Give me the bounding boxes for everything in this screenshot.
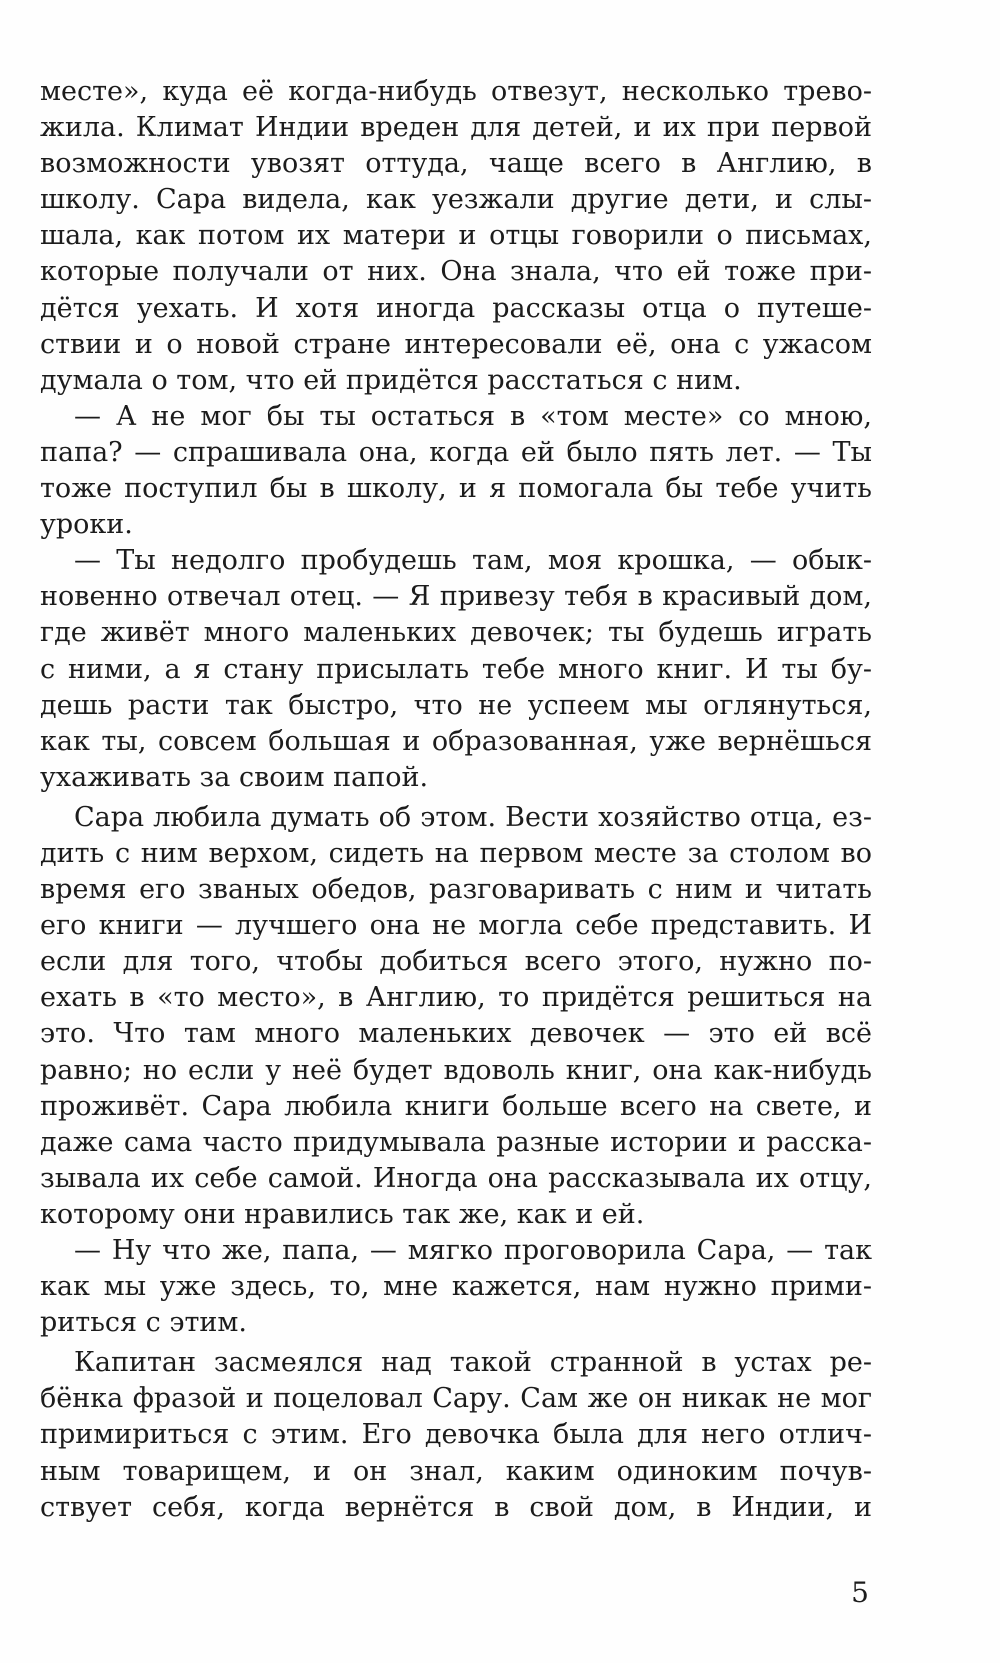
book-page-text <box>40 74 872 1526</box>
text-line: школу. Сара видела, как уезжали другие дети, и слы- <box>40 184 872 216</box>
paragraph <box>40 800 872 1233</box>
text-line: возможности увозят оттуда, чаще всего в Англию, в <box>40 148 872 180</box>
text-line: как мы уже здесь, то, мне кажется, нам нужно прими- <box>40 1271 872 1303</box>
text-line: — Ты недолго пробудешь там, моя крошка, — обык- <box>74 545 872 577</box>
text-line: ным товарищем, и он знал, каким одиноким почув- <box>40 1455 872 1487</box>
text-line: примириться с этим. Его девочка была для него отлич- <box>40 1419 872 1451</box>
text-line: зывала их себе самой. Иногда она рассказывала их отцу, <box>40 1162 872 1194</box>
text-line: бёнка фразой и поцеловал Сару. Сам же он никак не мог <box>40 1383 872 1415</box>
page-number: 5 <box>851 1576 869 1609</box>
text-line: ствии и о новой стране интересовали её, она с ужасом <box>40 328 872 360</box>
text-line: Сара любила думать об этом. Вести хозяйство отца, ез- <box>74 801 872 833</box>
text-line: которые получали от них. Она знала, что ей тоже при- <box>40 256 872 288</box>
text-line: с ними, а я стану присылать тебе много книг. И ты бу- <box>40 653 872 685</box>
text-line: риться с этим. <box>40 1307 247 1339</box>
text-line: время его званых обедов, разговаривать с ним и читать <box>40 874 872 906</box>
text-line: жила. Климат Индии вреден для детей, и их при первой <box>40 112 872 144</box>
text-line: его книги — лучшего она не могла себе представить. И <box>40 910 872 942</box>
text-line: уроки. <box>40 509 133 541</box>
text-line: если для того, чтобы добиться всего этого, нужно по- <box>40 946 872 978</box>
text-line: дётся уехать. И хотя иногда рассказы отца о путеше- <box>40 292 872 324</box>
text-line: новенно отвечал отец. — Я привезу тебя в красивый дом, <box>40 581 872 613</box>
text-line: месте», куда её когда-нибудь отвезут, несколько трево- <box>40 76 872 107</box>
text-line: где живёт много маленьких девочек; ты будешь играть <box>40 617 872 649</box>
paragraph <box>40 543 872 796</box>
paragraph <box>40 399 872 543</box>
paragraph <box>40 1233 872 1341</box>
text-line: ехать в «то место», в Англию, то придётся решиться на <box>40 982 872 1014</box>
text-line: даже сама часто придумывала разные истории и расска- <box>40 1126 872 1158</box>
text-line: это. Что там много маленьких девочек — это ей всё <box>40 1018 872 1050</box>
paragraph <box>40 1345 872 1525</box>
text-line: дешь расти так быстро, что не успеем мы оглянуться, <box>40 689 872 721</box>
text-line: — А не мог бы ты остаться в «том месте» со мною, <box>74 400 872 432</box>
text-line: папа? — спрашивала она, когда ей было пять лет. — Ты <box>40 436 872 468</box>
text-line: равно; но если у неё будет вдоволь книг, она как-нибудь <box>40 1054 872 1086</box>
text-line: ухаживать за своим папой. <box>40 761 429 793</box>
text-line: проживёт. Сара любила книги больше всего на свете, и <box>40 1090 872 1122</box>
paragraph <box>40 74 872 399</box>
text-line: как ты, совсем большая и образованная, уже вернёшься <box>40 725 872 757</box>
text-line: тоже поступил бы в школу, и я помогала бы тебе учить <box>40 473 872 505</box>
text-line: — Ну что же, папа, — мягко проговорила Сара, — так <box>74 1235 872 1266</box>
text-line: ствует себя, когда вернётся в свой дом, в Индии, и <box>40 1491 872 1523</box>
text-line: шала, как потом их матери и отцы говорили о письмах, <box>40 220 872 252</box>
text-line: думала о том, что ей придётся расстаться с ним. <box>40 364 742 396</box>
text-line: которому они нравились так же, как и ей. <box>40 1198 645 1230</box>
text-line: дить с ним верхом, сидеть на первом месте за столом во <box>40 837 872 869</box>
text-line: Капитан засмеялся над такой странной в устах ре- <box>74 1347 872 1379</box>
